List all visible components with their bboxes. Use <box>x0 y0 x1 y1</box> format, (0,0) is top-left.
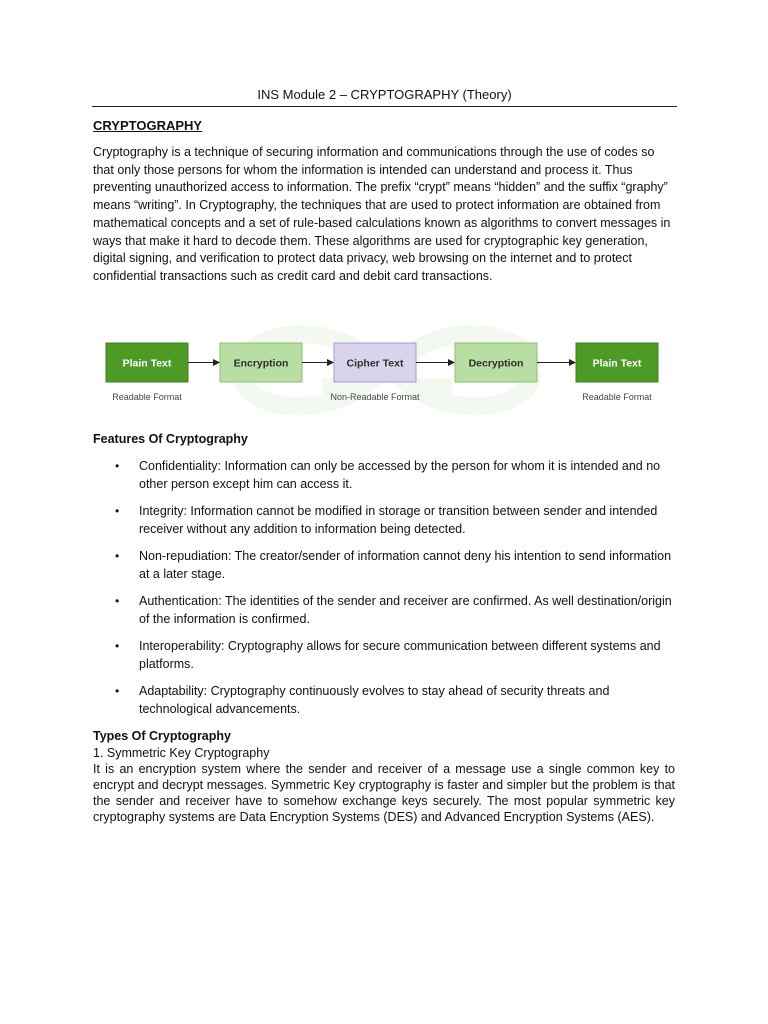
node-label: Cipher Text <box>346 357 404 370</box>
bullet-icon: • <box>115 504 120 518</box>
node-label: Encryption <box>233 357 289 370</box>
bullet-icon: • <box>115 594 120 608</box>
node-label: Decryption <box>468 357 524 370</box>
feature-text: Integrity: Information cannot be modified in storage or transition between sender and intended receiver without any addition to information being detected. <box>139 504 658 536</box>
types-paragraph: It is an encryption system where the sender and receiver of a message use a single common key to encrypt and decrypt messages. Symmetric Key cryptography is faster and simpler but the problem is that the sender and receiver have to somehow exchange keys securely. The most popular symmetric key cryptography systems are Data Encryption Systems (DES) and Advanced Encryption Systems (AES). <box>93 762 675 825</box>
feature-item-non-repudiation <box>93 548 683 583</box>
node-label: Plain Text <box>122 357 172 370</box>
caption-readable-left: Readable Format <box>112 392 182 402</box>
types-heading: Types Of Cryptography <box>93 729 231 743</box>
bullet-icon: • <box>115 459 120 473</box>
encryption-flow-diagram <box>92 312 676 424</box>
feature-text: Confidentiality: Information can only be accessed by the person for whom it is intended and no other person except him can access it. <box>139 459 661 491</box>
caption-readable-right: Readable Format <box>582 392 652 402</box>
bullet-icon: • <box>115 639 120 653</box>
feature-text: Adaptability: Cryptography continuously evolves to stay ahead of security threats and technological advancements. <box>139 684 610 716</box>
page-header: INS Module 2 – CRYPTOGRAPHY (Theory) <box>257 87 512 102</box>
feature-item-integrity <box>93 503 683 538</box>
feature-text: Interoperability: Cryptography allows for secure communication between different systems and platforms. <box>139 639 661 671</box>
feature-item-interoperability <box>93 638 683 673</box>
caption-non-readable: Non-Readable Format <box>330 392 420 402</box>
node-cipher-text <box>334 343 416 382</box>
feature-text: Non-repudiation: The creator/sender of information cannot deny his intention to send information at a later stage. <box>139 549 672 581</box>
types-subheading: 1. Symmetric Key Cryptography <box>93 746 270 760</box>
features-list <box>93 458 683 728</box>
feature-item-confidentiality <box>93 458 683 493</box>
bullet-icon: • <box>115 549 120 563</box>
bullet-icon: • <box>115 684 120 698</box>
section-title: CRYPTOGRAPHY <box>93 118 203 133</box>
node-label: Plain Text <box>592 357 642 370</box>
feature-text: Authentication: The identities of the sender and receiver are confirmed. As well destination/origin of the information is confirmed. <box>139 594 672 626</box>
node-plain-text-input <box>106 343 188 382</box>
feature-item-adaptability <box>93 683 683 718</box>
node-plain-text-output <box>576 343 658 382</box>
intro-paragraph: Cryptography is a technique of securing information and communications through the use of codes so that only those persons for whom the information is intended can understand and process it. Thus preventing unauthorized access to information. The prefix “crypt” means “hidden” and the suffix “graphy” means “writing”. In Cryptography, the techniques that are used to protect information are obtained from mathematical concepts and a set of rule-based calculations known as algorithms to convert messages in ways that make it hard to decode them. These algorithms are used for cryptographic key generation, digital signing, and verification to protect data privacy, web browsing on the internet and to protect confidential transactions such as credit card and debit card transactions. <box>93 145 671 283</box>
node-encryption <box>220 343 302 382</box>
header-divider <box>92 106 677 107</box>
features-heading: Features Of Cryptography <box>93 432 248 446</box>
feature-item-authentication <box>93 593 683 628</box>
node-decryption <box>455 343 537 382</box>
